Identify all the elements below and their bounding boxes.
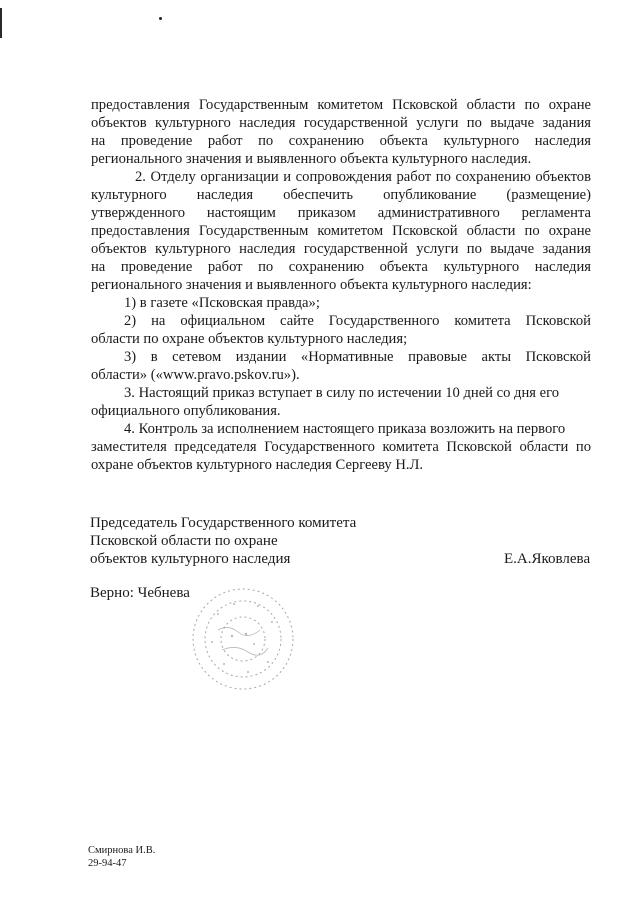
body-line: области по охране объектов культурного наследия; xyxy=(91,331,408,347)
body-line: регионального значения и выявленного объекта культурного наследия: xyxy=(91,277,532,293)
body-line: заместителя председателя Государственного комитета Псковской области по xyxy=(91,439,591,455)
list-item-1: 1) в газете «Псковская правда»; xyxy=(124,295,320,311)
body-line: предоставления Государственным комитетом Псковской области по охране xyxy=(91,97,591,113)
body-line: официального опубликования. xyxy=(91,403,281,419)
executor-name: Смирнова И.В. xyxy=(88,845,156,856)
scan-dot-mark xyxy=(159,17,162,20)
body-line: культурного наследия обеспечить опубликование (размещение) xyxy=(91,187,591,203)
paragraph-2-first-line: 2. Отделу организации и сопровождения работ по сохранению объектов xyxy=(135,169,591,185)
list-item-3: 3) в сетевом издании «Нормативные правовые акты Псковской xyxy=(124,349,591,365)
executor-phone: 29-94-47 xyxy=(88,858,127,869)
body-line: на проведение работ по сохранению объекта культурного наследия xyxy=(91,259,591,275)
signatory-name: Е.А.Яковлева xyxy=(504,551,591,567)
body-line: на проведение работ по сохранению объекта культурного наследия xyxy=(91,133,591,149)
signatory-position-line: Псковской области по охране xyxy=(90,533,278,549)
body-line: объектов культурного наследия государственной услуги по выдаче задания xyxy=(91,241,591,257)
body-line: охране объектов культурного наследия Сергееву Н.Л. xyxy=(91,457,424,473)
body-line: предоставления Государственным комитетом Псковской области по охране xyxy=(91,223,591,239)
body-line: утвержденного настоящим приказом административного регламента xyxy=(91,205,591,221)
list-item-2: 2) на официальном сайте Государственного комитета Псковской xyxy=(124,313,591,329)
signatory-position-line: объектов культурного наследия xyxy=(90,551,291,567)
stamp-seal-image xyxy=(188,584,298,694)
paragraph-4-first-line: 4. Контроль за исполнением настоящего приказа возложить на первого xyxy=(124,421,566,437)
paragraph-3-first-line: 3. Настоящий приказ вступает в силу по истечении 10 дней со дня его xyxy=(124,385,560,401)
signatory-position-line: Председатель Государственного комитета xyxy=(90,515,357,531)
body-line: регионального значения и выявленного объекта культурного наследия. xyxy=(91,151,532,167)
scan-edge-mark xyxy=(0,8,2,38)
body-line: объектов культурного наследия государственной услуги по выдаче задания xyxy=(91,115,591,131)
body-line: области» («www.pravo.pskov.ru»). xyxy=(91,367,300,383)
certified-copy-note: Верно: Чебнева xyxy=(90,585,190,601)
